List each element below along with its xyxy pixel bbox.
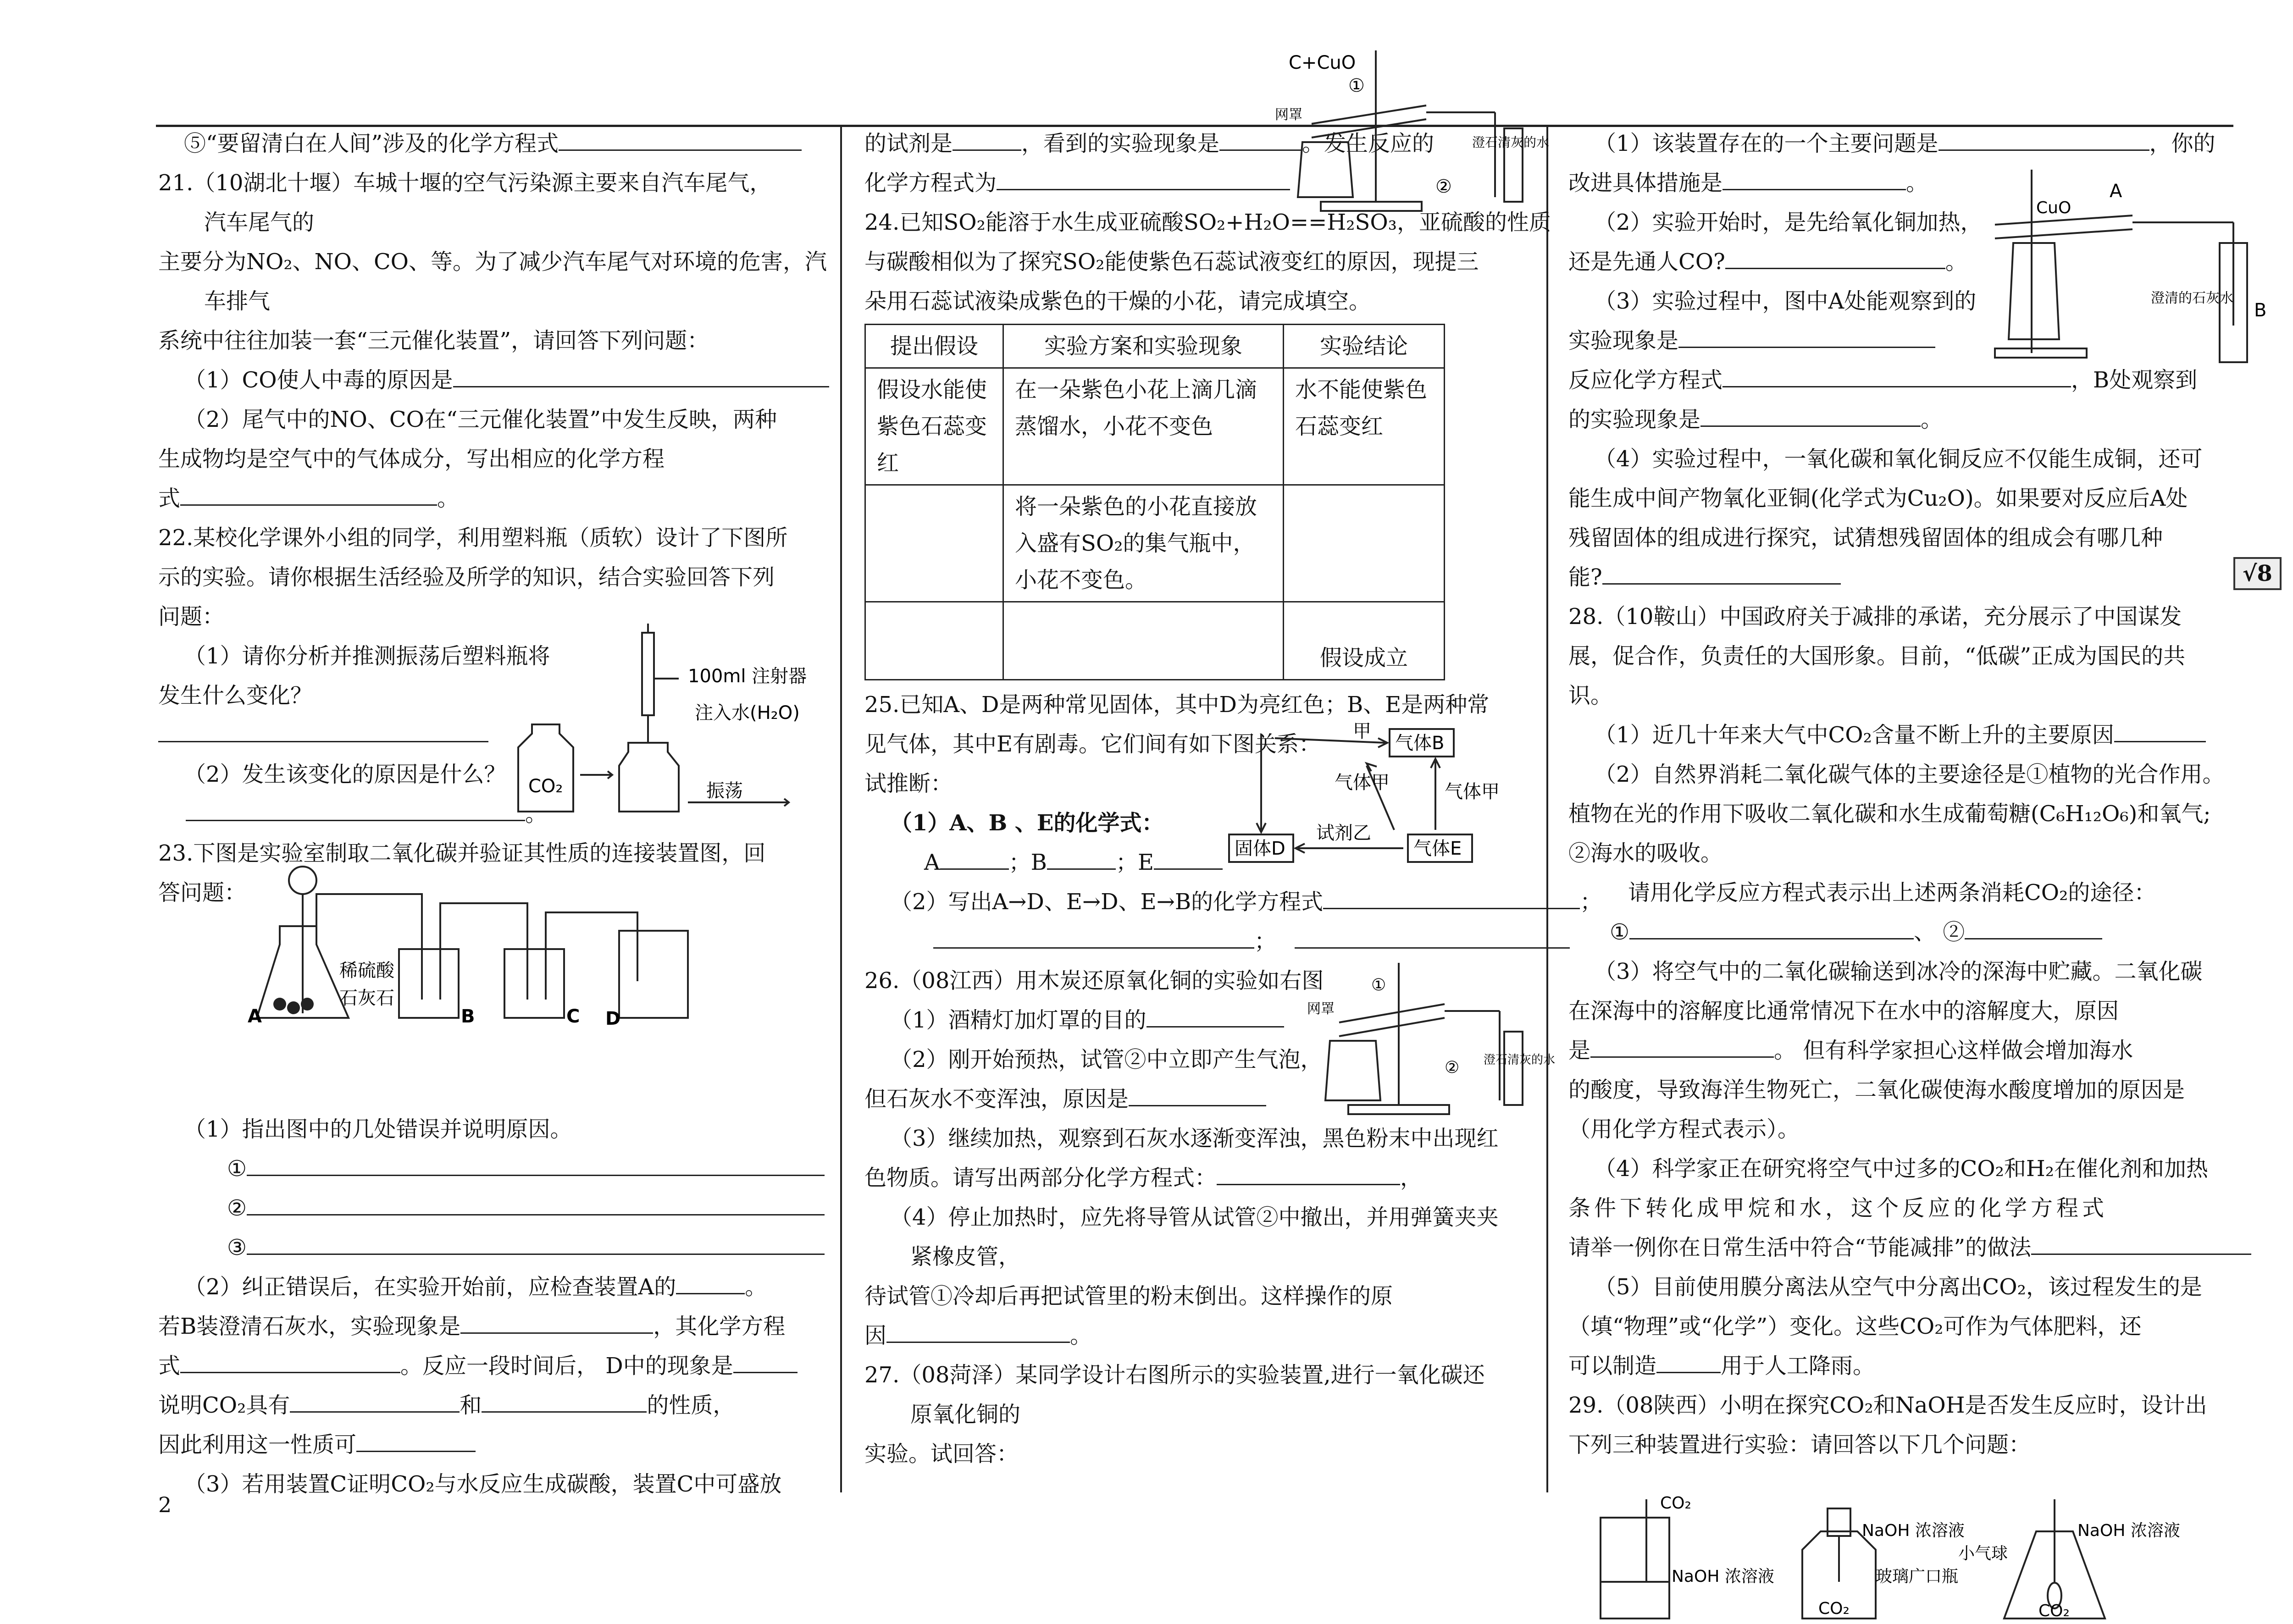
co2-label: CO₂ [528, 776, 563, 797]
answer-blank[interactable] [1217, 1161, 1400, 1185]
page-number: 2 [158, 1492, 172, 1517]
answer-blank[interactable] [1723, 166, 1906, 190]
label-b: B [2254, 300, 2267, 321]
q21-text: 汽车尾气的 [204, 210, 315, 235]
label-a: A [248, 1006, 262, 1027]
q27-sub3: 的实验现象是 [1568, 407, 1701, 432]
answer-blank[interactable] [247, 1191, 825, 1215]
table-header-row [865, 325, 1445, 368]
reagent-yi-label: 试剂乙 [1316, 823, 1371, 844]
q28-sub5: （5）目前使用膜分离法从空气中分离出CO₂，该过程发生的是 [1594, 1274, 2202, 1300]
co2-label-2: CO₂ [1818, 1599, 1850, 1618]
q28-sub3: （用化学方程式表示）。 [1568, 1116, 1800, 1142]
table-row [865, 485, 1445, 602]
q21-sub2: 生成物均是空气中的气体成分，写出相应的化学方程 [158, 446, 665, 472]
answer-blank[interactable] [1656, 1349, 1721, 1373]
answer-blank[interactable] [290, 1388, 460, 1413]
co2-label: CO₂ [1660, 1494, 1691, 1513]
reagent-jia-1: 甲 [1353, 721, 1371, 742]
answer-blank[interactable] [1323, 885, 1580, 909]
q25-sub2: （2）写出A→D、E→D、E→B的化学方程式 [890, 889, 1324, 915]
answer-blank[interactable] [886, 1319, 1070, 1343]
table-cell[interactable] [1284, 485, 1445, 602]
answer-blank[interactable] [186, 797, 525, 821]
stone-label: 石灰石 [339, 988, 394, 1009]
syringe-label: 100ml 注射器 [688, 666, 807, 687]
q26-sub2: 但石灰水不变浑浊，原因是 [864, 1086, 1129, 1112]
q28-sub4: 条件下转化成甲烷和水，这个反应的化学方程式 [1568, 1195, 2108, 1221]
q25-sub1: ；B [1008, 850, 1047, 875]
q23-sub2: 说明CO₂具有 [158, 1392, 290, 1418]
q27-sub3: 反应化学方程式 [1568, 367, 1723, 393]
q28-sub3: 在深海中的溶解度比通常情况下在水中的溶解度大，原因 [1568, 998, 2119, 1024]
gas-e-box: 气体E [1413, 838, 1462, 859]
q27-apparatus [1986, 170, 2267, 367]
answer-blank[interactable] [733, 1349, 798, 1373]
q24-text: 朵用石蕊试液染成紫色的干燥的小花，请完成填空。 [864, 288, 1371, 314]
error-3-label: ③ [227, 1235, 247, 1260]
table-cell: 假设水能使紫色石蕊变红 [865, 368, 1003, 485]
q28-text: 28.（10鞍山）中国政府关于减排的承诺，充分展示了中国谋发 [1568, 604, 2182, 630]
answer-blank[interactable] [158, 718, 488, 742]
shake-label: 振荡 [706, 780, 743, 801]
table-row [865, 368, 1445, 485]
q21-sub2: （2）尾气中的NO、CO在“三元催化装置”中发生反映，两种 [184, 407, 777, 432]
naoh-label-2: NaOH 浓溶液 [1862, 1521, 1965, 1540]
label-b: B [461, 1006, 475, 1027]
q22-text: 22.某校化学课外小组的同学，利用塑料瓶（质软）设计了下图所 [158, 525, 788, 551]
q27-sub4: 残留固体的组成进行探究，试猜想残留固体的组成会有哪几种 [1568, 525, 2163, 551]
q21-sub1: （1）CO使人中毒的原因是 [184, 367, 453, 393]
q28-sub4: （4）科学家正在研究将空气中过多的CO₂和H₂在催化剂和加热 [1594, 1156, 2208, 1182]
q27-text: 实验。试回答： [864, 1441, 1019, 1467]
q23-sub1: （1）指出图中的几处错误并说明原因。 [184, 1116, 572, 1142]
label-d: D [605, 1008, 621, 1029]
q28-sub1: （1）近几十年来大气中CO₂含量不断上升的主要原因 [1594, 722, 2114, 748]
q29-apparatus [1591, 1490, 2243, 1623]
answer-blank[interactable] [1939, 127, 2149, 151]
side-page-tab: √8 [2233, 557, 2282, 590]
q27-text: 原氧化铜的 [910, 1402, 1021, 1427]
q23-sub2: （2）纠正错误后，在实验开始前，应检查装置A的 [184, 1274, 676, 1300]
q27-sub3: ，B处观察到 [2071, 367, 2198, 393]
q23-sub2: 式 [158, 1353, 181, 1379]
q26-sub1: （1）酒精灯加灯罩的目的 [890, 1007, 1146, 1033]
answer-blank[interactable] [676, 1270, 745, 1294]
q28-sub3: （3）将空气中的二氧化碳输送到冰冷的深海中贮藏。二氧化碳 [1594, 959, 2203, 984]
column-1: ⑤“要留清白在人间”涉及的化学方程式 21.（10湖北十堰）车城十堰的空气污染源主要来自汽车尾气， 汽车尾气的 主要分为NO₂、NO、CO、等。为了减少汽车尾气对环境的危害，汽 车排气 系统中往往加装一套“三元催化装置”，请回答下列问题： （1）CO使人中毒的原因是 （2）尾气中的NO、CO在“三元催化装置”中发生反映，两种 生成物均是空气中的气体成分，写出相应的化学方程 式 。 22.某校化学课外小组的同学，利用塑料瓶（质软）设计了下图所 示的实验。请你根据生活经验及所学的知识，结合实验回答下列 问题： （1）请你分析并推测振荡后塑料瓶将 发生什么变化？ （2）发生该变化的原因是什么？ 。 23.下图是实验室制取二氧化碳并验证其性质的连接装置图，回 答问题： （1）指出图中的几处错误并说明原因。 ① ② ③ （2）纠正错误后，在实验开始前，应检查装置A的 。 若B装澄清石灰水，实验现象是 ，其化学方程 式 。反应一段时间后， D中的现象是 说明CO₂具有 和 的性质， 因此利用这一性质可 （3）若用装置C证明CO₂与水反应生成碳酸，装置C中可盛放 [158, 124, 832, 1491]
column-divider-2 [1546, 126, 1548, 1492]
q25-text: 见气体，其中E有剧毒。它们间有如下图关系： [864, 731, 1321, 757]
tube-one-label: ① [1348, 75, 1365, 96]
answer-blank[interactable] [482, 1388, 647, 1413]
q27-sub4: 能生成中间产物氧化亚铜(化学式为Cu₂O)。如果要对反应后A处 [1568, 486, 2188, 511]
answer-blank[interactable] [1602, 560, 1841, 585]
q24-text: 与碳酸相似为了探究SO₂能使紫色石蕊试液变红的原因，现提三 [864, 249, 1479, 275]
column-divider-1 [840, 126, 842, 1492]
answer-blank[interactable] [2114, 718, 2206, 742]
q22-text: 示的实验。请你根据生活经验及所学的知识，结合实验回答下列 [158, 564, 775, 590]
q23-sub2: 若B装澄清石灰水，实验现象是 [158, 1314, 461, 1339]
q26-sub4: 因 [864, 1323, 887, 1348]
q23-sub2: 的性质， [647, 1392, 735, 1418]
table-cell[interactable] [865, 602, 1003, 680]
q23-cont: 化学方程式为 [864, 170, 997, 196]
answer-blank[interactable] [1295, 924, 1570, 949]
q26-sub4: 待试管①冷却后再把试管里的粉末倒出。这样操作的原 [864, 1283, 1393, 1309]
q23-sub3: （3）若用装置C证明CO₂与水反应生成碳酸，装置C中可盛放 [184, 1471, 782, 1497]
answer-blank[interactable] [247, 1231, 825, 1255]
q28-sub2: 、 ② [1914, 919, 1965, 945]
answer-blank[interactable] [1678, 324, 1935, 348]
q26-sub3: （3）继续加热，观察到石灰水逐渐变浑浊，黑色粉末中出现红 [890, 1126, 1499, 1151]
table-header: 实验方案和实验现象 [1003, 325, 1284, 368]
answer-blank[interactable] [460, 1309, 653, 1334]
table-header: 实验结论 [1284, 325, 1445, 368]
q27-sub2: 还是先通人CO? [1568, 249, 1725, 275]
q28-sub2: （2）自然界消耗二氧化碳气体的主要途径是①植物的光合作用。 [1594, 762, 2225, 787]
acid-label: 稀硫酸 [339, 960, 394, 981]
q26-sub4: （4）停止加热时，应先将导管从试管②中撤出，并用弹簧夹夹 [890, 1204, 1499, 1230]
q27-sub4: 能? [1568, 564, 1602, 590]
table-cell: 假设成立 [1284, 602, 1445, 680]
q25-sub1: A [924, 850, 940, 875]
table-cell[interactable] [1003, 602, 1284, 680]
label-a: A [2110, 181, 2122, 202]
answer-blank[interactable] [247, 1152, 825, 1176]
balloon-label: 小气球 [1958, 1544, 2008, 1563]
q25-sub1: （1）A、B 、E的化学式： [890, 810, 1164, 836]
q21-sub2: 式 [158, 486, 181, 511]
answer-blank[interactable] [559, 127, 802, 151]
tube-two-label: ② [1435, 176, 1452, 197]
answer-blank[interactable] [1965, 915, 2102, 939]
column-3: （1）该装置存在的一个主要问题是 ，你的 改进具体措施是 。 （2）实验开始时，是先给氧化铜加热， 还是先通人CO? 。 （3）实验过程中，图中A处能观察到的 实验现象是 反应化学方程式 ，B处观察到 的实验现象是 。 （4）实验过程中，一氧化碳和氧化铜反应不仅能生成铜，还可 能生成中间产物氧化亚铜(化学式为Cu₂O)。如果要对反应后A处 残留固体的组成进行探究，试猜想残留固体的组成会有哪几种 能? 28.（10鞍山）中国政府关于减排的承诺，充分展示了中国谋发 展，促合作，负责任的大国形象。目前，“低碳”正成为国民的共 识。 （1）近几十年来大气中CO₂含量不断上升的主要原因 （2）自然界消耗二氧化碳气体的主要途径是①植物的光合作用。 植物在光的作用下吸收二氧化碳和水生成葡萄糖(C₆H₁₂O₆)和氧气; ②海水的吸收。 请用化学反应方程式表示出上述两条消耗CO₂的途径： ① 、 ② （3）将空气中的二氧化碳输送到冰冷的深海中贮藏。二氧化碳 在深海中的溶解度比通常情况下在水中的溶解度大，原因 是 。 但有科学家担心这样做会增加海水 的酸度，导致海洋生物死亡，二氧化碳使海水酸度增加的原因是 （用化学方程式表示）。 （4）科学家正在研究将空气中过多的CO₂和H₂在催化剂和加热 条件下转化成甲烷和水，这个反应的化学方程式 请举一例你在日常生活中符合“节能减排”的做法 （5）目前使用膜分离法从空气中分离出CO₂，该过程发生的是 （填“物理”或“化学”）变化。这些CO₂可作为气体肥料，还 可以制造 用于人工降雨。 29.（08陕西）小明在探究CO₂和NaOH是否发生反应时，设计出 下列三种装置进行实验：请回答以下几个问题： [1568, 124, 2233, 1491]
q22-sub1: （1）请你分析并推测振荡后塑料瓶将 [184, 643, 550, 669]
gas-jia-label: 气体甲 [1335, 772, 1390, 793]
q28-sub5: 用于人工降雨。 [1721, 1353, 1875, 1379]
q25-text: 25.已知A、D是两种常见固体，其中D为亮红色；B、E是两种常 [864, 692, 1490, 718]
q26-sub2: （2）刚开始预热，试管②中立即产生气泡， [890, 1047, 1323, 1072]
cuo-label: CuO [2036, 199, 2071, 217]
answer-blank[interactable] [1047, 845, 1116, 870]
q20-line5: ⑤“要留清白在人间”涉及的化学方程式 [184, 131, 559, 156]
q23-cont: ，看到的实验现象是 [1021, 131, 1220, 156]
gas-jia-label-2: 气体甲 [1445, 781, 1500, 802]
tube-one-label: ① [1371, 976, 1386, 994]
answer-blank[interactable] [180, 1349, 400, 1373]
lime-water-label: 澄石清灰的水 [1484, 1053, 1556, 1067]
q22-sub1: 发生什么变化？ [158, 683, 313, 708]
q24-table [864, 324, 1445, 680]
answer-blank[interactable] [940, 845, 1009, 870]
q25-sub1: ；E [1115, 850, 1154, 875]
answer-blank[interactable] [2031, 1231, 2251, 1255]
table-cell: 将一朵紫色的小花直接放入盛有SO₂的集气瓶中，小花不变色。 [1003, 485, 1284, 602]
q22-text: 问题： [158, 604, 225, 630]
label-c: C [566, 1006, 580, 1027]
q28-sub3: 是 [1568, 1038, 1591, 1063]
q23-cont: 的试剂是 [864, 131, 953, 156]
q27-sub4: （4）实验过程中，一氧化碳和氧化铜反应不仅能生成铜，还可 [1594, 446, 2203, 472]
answer-blank[interactable] [1629, 915, 1914, 939]
naoh-label-3: NaOH 浓溶液 [2077, 1521, 2180, 1540]
gas-b-box: 气体B [1395, 733, 1445, 754]
semicolon: ； [1580, 889, 1602, 915]
table-row [865, 602, 1445, 680]
inject-label: 注入水(H₂O) [695, 702, 800, 724]
q27-sub2: （2）实验开始时，是先给氧化铜加热， [1594, 210, 1983, 235]
q21-text: 系统中往往加装一套“三元催化装置”，请回答下列问题： [158, 328, 709, 354]
answer-blank[interactable] [356, 1428, 476, 1452]
bottle-label: 玻璃广口瓶 [1876, 1567, 1959, 1586]
q23-sub2: ，其化学方程 [653, 1314, 786, 1339]
q22-figure [504, 624, 825, 816]
q27-sub3: （3）实验过程中，图中A处能观察到的 [1594, 288, 1977, 314]
q29-text: 下列三种装置进行实验：请回答以下几个问题： [1568, 1432, 2031, 1458]
answer-blank[interactable] [953, 127, 1021, 151]
q28-sub2: ① [1610, 919, 1630, 945]
q28-text: 识。 [1568, 683, 1613, 708]
column-2: 的试剂是 ，看到的实验现象是 。发生反应的 化学方程式为 24.已知SO₂能溶于水生成亚硫酸SO₂+H₂O==H₂SO₃，亚硫酸的性质 与碳酸相似为了探究SO₂能使紫色石蕊试液变红的原因，现提三 朵用石蕊试液染成紫色的干燥的小花，请完成填空。 提出假设 实验方案和实验现象 实验结论 假设水能使紫色石蕊变红 在一朵紫色小花上滴几滴蒸馏水，小花不变色 水不能使紫色石蕊变红 将一朵紫色的小花直接放入盛有SO₂的集气瓶中，小花不变色。 假设成立 25.已知A、D是两种常见固体，其中D为亮红色；B、E是两种常 见气体，其中E有剧毒。它们间有如下图关系： 试推断： （1）A、B 、E的化学式： A ；B ；E （2）写出A→D、E→D、E→B的化学方程式 ； ； 26.（08江西）用木炭还原氧化铜的实验如右图 （1）酒精灯加灯罩的目的 （2）刚开始预热，试管②中立即产生气泡， 但石灰水不变浑浊，原因是 （3）继续加热，观察到石灰水逐渐变浑浊，黑色粉末中出现红 色物质。请写出两部分化学方程式： ， （4）停止加热时，应先将导管从试管②中撤出，并用弹簧夹夹 紧橡皮管， 待试管①冷却后再把试管里的粉末倒出。这样操作的原 因 。 27.（08菏泽）某同学设计右图所示的实验装置,进行一氧化碳还 原氧化铜的 实验。试回答： [864, 124, 1539, 1491]
q26-text: 26.（08江西）用木炭还原氧化铜的实验如右图 [864, 968, 1324, 994]
q26-apparatus-top [1275, 50, 1550, 215]
q23-sub2: 因此利用这一性质可 [158, 1432, 357, 1458]
q28-sub2: ②海水的吸收。 [1568, 840, 1723, 866]
q28-sub5: （填“物理”或“化学”）变化。这些CO₂可作为气体肥料，还 [1568, 1314, 2142, 1339]
q23-cont: 。发生反应的 [1302, 131, 1435, 156]
co2-label-3: CO₂ [2038, 1602, 2070, 1620]
q23-text: 答问题： [158, 880, 247, 906]
q23-figure [248, 867, 706, 1041]
q21-text: 车排气 [204, 288, 271, 314]
q27-sub3: 实验现象是 [1568, 328, 1679, 354]
answer-blank[interactable] [1129, 1082, 1266, 1106]
error-1-label: ① [227, 1156, 247, 1182]
cuo-label: C+CuO [1289, 52, 1356, 73]
q23-text: 23.下图是实验室制取二氧化碳并验证其性质的连接装置图，回 [158, 840, 766, 866]
q26-sub3: 色物质。请写出两部分化学方程式： [864, 1165, 1217, 1191]
answer-blank[interactable] [453, 363, 829, 387]
lime-water-label: 澄清的石灰水 [2151, 290, 2233, 306]
answer-blank[interactable] [997, 166, 1290, 190]
q28-sub2: 植物在光的作用下吸收二氧化碳和水生成葡萄糖(C₆H₁₂O₆)和氧气; [1568, 801, 2211, 827]
q25-text: 试推断： [864, 771, 953, 796]
solid-d-box: 固体D [1235, 838, 1285, 859]
q28-text: 展，促合作，负责任的大国形象。目前，“低碳”正成为国民的共 [1568, 643, 2186, 669]
q22-sub2: （2）发生该变化的原因是什么？ [184, 762, 506, 787]
q23-sub2: 。反应一段时间后， D中的现象是 [400, 1353, 733, 1379]
q26-apparatus-mid [1307, 954, 1556, 1119]
answer-blank[interactable] [1590, 1033, 1774, 1058]
q29-text: 29.（08陕西）小明在探究CO₂和NaOH是否发生反应时，设计出 [1568, 1392, 2207, 1418]
q25-relation-diagram [1229, 720, 1523, 867]
q24-text: 24.已知SO₂能溶于水生成亚硫酸SO₂+H₂O==H₂SO₃，亚硫酸的性质 [864, 210, 1551, 235]
answer-blank[interactable] [1154, 845, 1223, 870]
q27-sub1: ，你的 [2149, 131, 2215, 156]
q26-sub4: 紧橡皮管， [910, 1244, 1021, 1270]
error-2-label: ② [227, 1195, 247, 1221]
answer-blank[interactable] [933, 924, 1254, 949]
q28-sub5: 可以制造 [1568, 1353, 1657, 1379]
net-label: 网罩 [1275, 107, 1302, 123]
answer-blank[interactable] [180, 481, 437, 506]
q28-sub3: 的酸度，导致海洋生物死亡，二氧化碳使海水酸度增加的原因是 [1568, 1077, 2185, 1103]
q28-sub2: 请用化学反应方程式表示出上述两条消耗CO₂的途径： [1628, 880, 2156, 906]
net-label: 网罩 [1307, 1001, 1335, 1017]
q27-text: 27.（08菏泽）某同学设计右图所示的实验装置,进行一氧化碳还 [864, 1362, 1485, 1388]
table-cell: 在一朵紫色小花上滴几滴蒸馏水，小花不变色 [1003, 368, 1284, 485]
semicolon: ； [1254, 928, 1277, 954]
q27-sub1: 改进具体措施是 [1568, 170, 1723, 196]
tube-two-label: ② [1445, 1058, 1460, 1077]
q21-text: 主要分为NO₂、NO、CO、等。为了减少汽车尾气对环境的危害，汽 [158, 249, 827, 275]
q28-sub3: 。 但有科学家担心这样做会增加海水 [1774, 1038, 2133, 1063]
answer-blank[interactable] [1146, 1003, 1284, 1027]
q21-text: 21.（10湖北十堰）车城十堰的空气污染源主要来自汽车尾气， [158, 170, 772, 196]
answer-blank[interactable] [1700, 403, 1921, 427]
q27-sub1: （1）该装置存在的一个主要问题是 [1594, 131, 1939, 156]
answer-blank[interactable] [1725, 245, 1945, 269]
q23-sub2: 和 [460, 1392, 482, 1418]
lime-water-label: 澄石清灰的水 [1472, 135, 1550, 150]
table-cell: 水不能使紫色石蕊变红 [1284, 368, 1445, 485]
naoh-label-1: NaOH 浓溶液 [1672, 1567, 1774, 1586]
q28-sub4: 请举一例你在日常生活中符合“节能减排”的做法 [1568, 1235, 2032, 1260]
table-cell[interactable] [865, 485, 1003, 602]
table-header: 提出假设 [865, 325, 1003, 368]
